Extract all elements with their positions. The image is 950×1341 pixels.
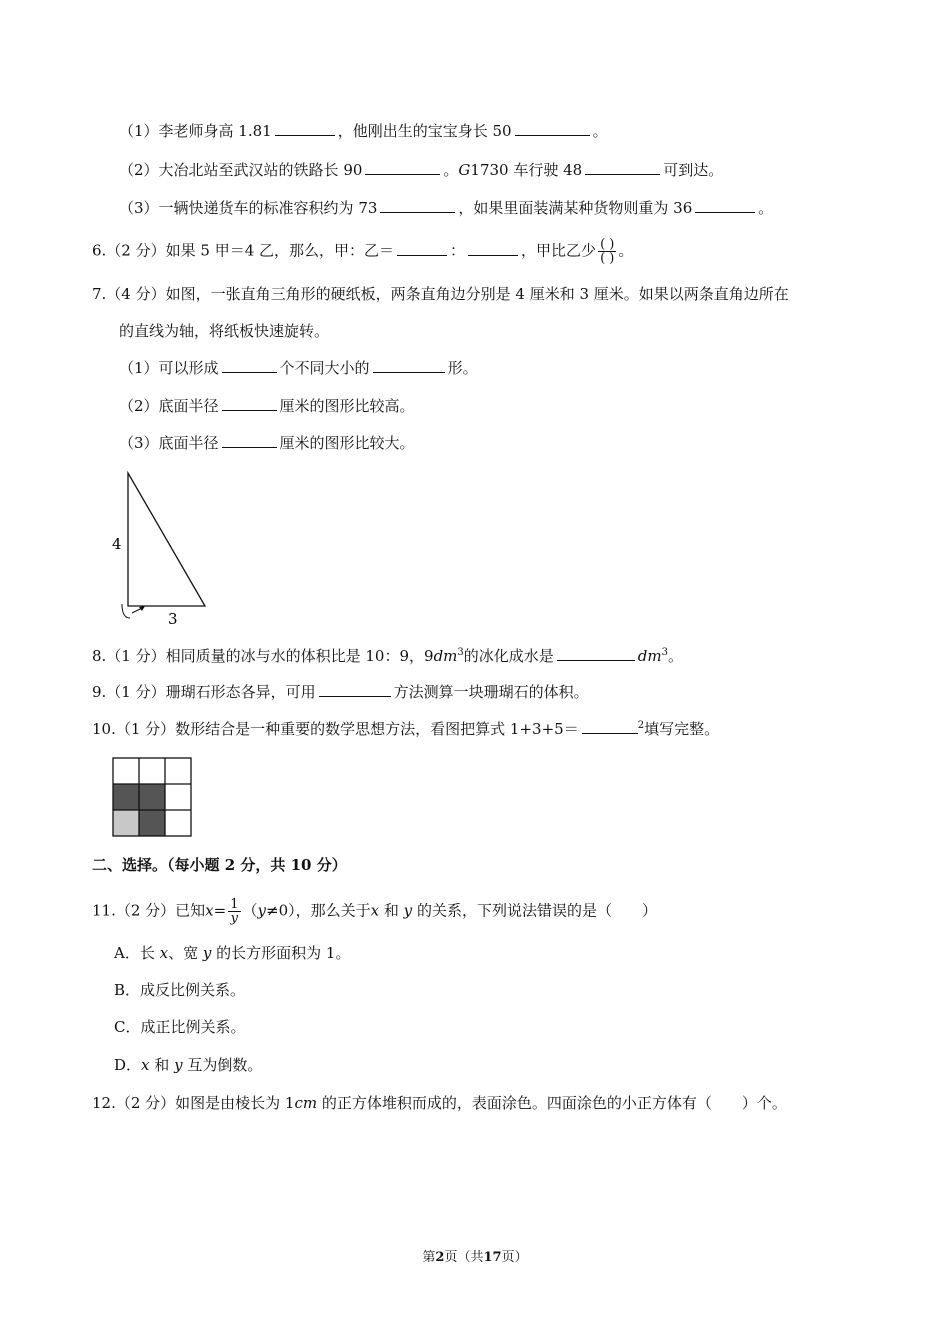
q5-sub2-blank1[interactable] — [365, 160, 440, 175]
q5-sub2-text-a: （2）大冶北站至武汉站的铁路长 90 — [119, 161, 363, 179]
q5-sub2-text-e: 可到达。 — [663, 161, 724, 179]
q11-option-b[interactable]: B．成反比例关系。 — [114, 981, 246, 999]
q10-text-b: 填写完整。 — [644, 720, 720, 738]
q7-sub3 — [119, 433, 415, 453]
q8-text-c: 。 — [668, 647, 684, 665]
q9-text-a: 9.（1 分）珊瑚石形态各异，可用 — [92, 683, 316, 701]
q6-text-a: 6.（2 分）如果 5 甲＝4 乙，那么，甲：乙＝ — [92, 241, 395, 260]
q5-sub2-train-letter: G — [458, 161, 471, 179]
q5-sub3-text-a: （3）一辆快递货车的标准容积约为 73 — [119, 199, 378, 217]
q7-sub1-text-c: 形。 — [447, 359, 478, 377]
q11-option-a-text-c: 的长方形面积为 1。 — [216, 944, 351, 962]
q7-sub3-text-a: （3）底面半径 — [119, 434, 219, 452]
q6-fraction-num: ( ) — [600, 237, 615, 252]
q11-option-d-text-a: D． — [114, 1056, 142, 1074]
q9 — [92, 682, 589, 702]
q11-var-y: y — [257, 901, 266, 920]
q11-text-d: 和 — [383, 901, 399, 920]
q9-text-b: 方法测算一块珊瑚石的体积。 — [393, 683, 589, 701]
q12-text-b: 的正方体堆积而成的，表面涂色。四面涂色的小正方体有（ ）个。 — [321, 1094, 787, 1112]
q8-blank[interactable] — [557, 646, 635, 661]
footer-page-number: 2 — [435, 1250, 445, 1265]
q6-fraction-den: ( ) — [600, 251, 615, 266]
q7-sub3-blank[interactable] — [222, 433, 277, 448]
q7-sub1-text-a: （1）可以形成 — [119, 359, 219, 377]
q5-sub1-text-b: ，他刚出生的宝宝身长 50 — [337, 122, 512, 140]
grid-cell-light — [113, 810, 139, 836]
footer-text-c: 页） — [501, 1250, 528, 1265]
triangle-base-label: 3 — [168, 610, 178, 628]
q7-sub3-text-b: 厘米的图形比较大。 — [279, 434, 415, 452]
q11-option-d-x: x — [141, 1056, 150, 1074]
q6-text-b: ： — [450, 241, 466, 260]
q7-sub1-blank2[interactable] — [373, 358, 445, 373]
q7-triangle-figure — [108, 468, 218, 630]
q11 — [92, 898, 657, 925]
q8-exp2: 3 — [661, 647, 668, 658]
q11-fraction-num: 1 — [230, 897, 239, 912]
q5-sub3-text-b: ，如果里面装满某种货物则重为 36 — [458, 199, 693, 217]
q6-text-d: 。 — [618, 241, 634, 260]
q11-option-a-text-a: A．长 — [114, 944, 155, 962]
q5-sub1 — [119, 121, 608, 141]
q7-sub2-text-b: 厘米的图形比较高。 — [279, 397, 415, 415]
q8-unit: dm — [433, 647, 458, 665]
q8-unit2: dm — [637, 647, 662, 665]
q7-sub2-blank[interactable] — [222, 396, 277, 411]
q5-sub2-text-d: 1730 车行驶 48 — [470, 161, 583, 179]
section-2-title: 二、选择。（每小题 2 分，共 10 分） — [92, 856, 347, 874]
q8-text-a: 8.（1 分）相同质量的冰与水的体积比是 10：9，9 — [92, 647, 434, 665]
grid-cell-dark — [139, 784, 165, 810]
grid-cell-dark — [113, 784, 139, 810]
q10-grid-figure — [112, 757, 194, 837]
q11-option-d-y: y — [174, 1056, 183, 1074]
q12-text-a: 12.（2 分）如图是由棱长为 1 — [92, 1094, 295, 1112]
triangle-height-label: 4 — [112, 535, 122, 553]
q11-option-d-text-b: 和 — [154, 1056, 170, 1074]
q11-option-a[interactable] — [114, 943, 350, 963]
q9-blank[interactable] — [319, 682, 391, 697]
q6-blank2[interactable] — [468, 241, 518, 256]
q5-sub1-blank2[interactable] — [515, 121, 590, 136]
q5-sub2-blank2[interactable] — [585, 160, 660, 175]
q7-sub1-text-b: 个不同大小的 — [279, 359, 370, 377]
q6-fraction[interactable] — [598, 238, 616, 265]
q11-var-y2: y — [403, 901, 413, 920]
q11-text-c: ≠0），那么关于 — [266, 901, 371, 920]
q11-option-a-x: x — [159, 944, 169, 962]
q11-option-d-text-c: 互为倒数。 — [187, 1056, 263, 1074]
q10-exp: 2 — [637, 720, 645, 731]
q5-sub1-text-c: 。 — [592, 122, 608, 140]
q11-option-a-text-b: 、宽 — [168, 944, 199, 962]
q7-stem-line1: 7.（4 分）如图，一张直角三角形的硬纸板，两条直角边分别是 4 厘米和 3 厘米。如果以两条直角边所在 — [92, 285, 789, 303]
q11-fraction-den: y — [230, 911, 239, 926]
q12 — [92, 1093, 787, 1113]
q8 — [92, 646, 683, 666]
q6-text-c: ，甲比乙少 — [521, 241, 597, 260]
q7-sub1 — [119, 358, 478, 378]
footer-text-a: 第 — [422, 1250, 436, 1265]
q11-text-a: 11.（2 分）已知 — [92, 901, 206, 920]
q5-sub3-text-c: 。 — [758, 199, 774, 217]
q5-sub1-text-a: （1）李老师身高 1.81 — [119, 122, 272, 140]
q11-text-b: （ — [242, 901, 258, 920]
q6-blank1[interactable] — [397, 241, 447, 256]
q10-text-a: 10.（1 分）数形结合是一种重要的数学思想方法，看图把算式 1+3+5＝ — [92, 720, 579, 738]
q11-text-e: 的关系，下列说法错误的是（ ） — [416, 901, 657, 920]
q8-text-b: 的冰化成水是 — [463, 647, 554, 665]
q5-sub3 — [119, 198, 773, 218]
q5-sub2-text-b: 。 — [443, 161, 459, 179]
q11-option-c[interactable]: C．成正比例关系。 — [114, 1018, 246, 1036]
right-triangle — [128, 473, 205, 606]
q6 — [92, 238, 633, 265]
q8-exp: 3 — [457, 647, 464, 658]
q5-sub1-blank1[interactable] — [275, 121, 335, 136]
q7-sub1-blank1[interactable] — [222, 358, 277, 373]
q5-sub3-blank2[interactable] — [695, 198, 755, 213]
footer-total-pages: 17 — [483, 1250, 502, 1265]
page-footer — [0, 1246, 950, 1265]
q7-sub2 — [119, 396, 415, 416]
q11-fraction — [228, 898, 240, 925]
q7-stem-line2: 的直线为轴，将纸板快速旋转。 — [119, 322, 330, 340]
q11-var-x2: x — [370, 901, 380, 920]
q11-option-d[interactable] — [114, 1055, 262, 1075]
q5-sub3-blank1[interactable] — [380, 198, 455, 213]
q11-eq: = — [213, 901, 227, 920]
grid-cell-dark — [139, 810, 165, 836]
footer-text-b: 页（共 — [444, 1250, 484, 1265]
q12-unit: cm — [294, 1094, 318, 1112]
q10-blank[interactable] — [582, 719, 638, 734]
q11-var-x: x — [205, 901, 214, 920]
q7-sub2-text-a: （2）底面半径 — [119, 397, 219, 415]
q11-option-a-y: y — [202, 944, 212, 962]
q5-sub2 — [119, 160, 723, 180]
q10 — [92, 719, 719, 739]
